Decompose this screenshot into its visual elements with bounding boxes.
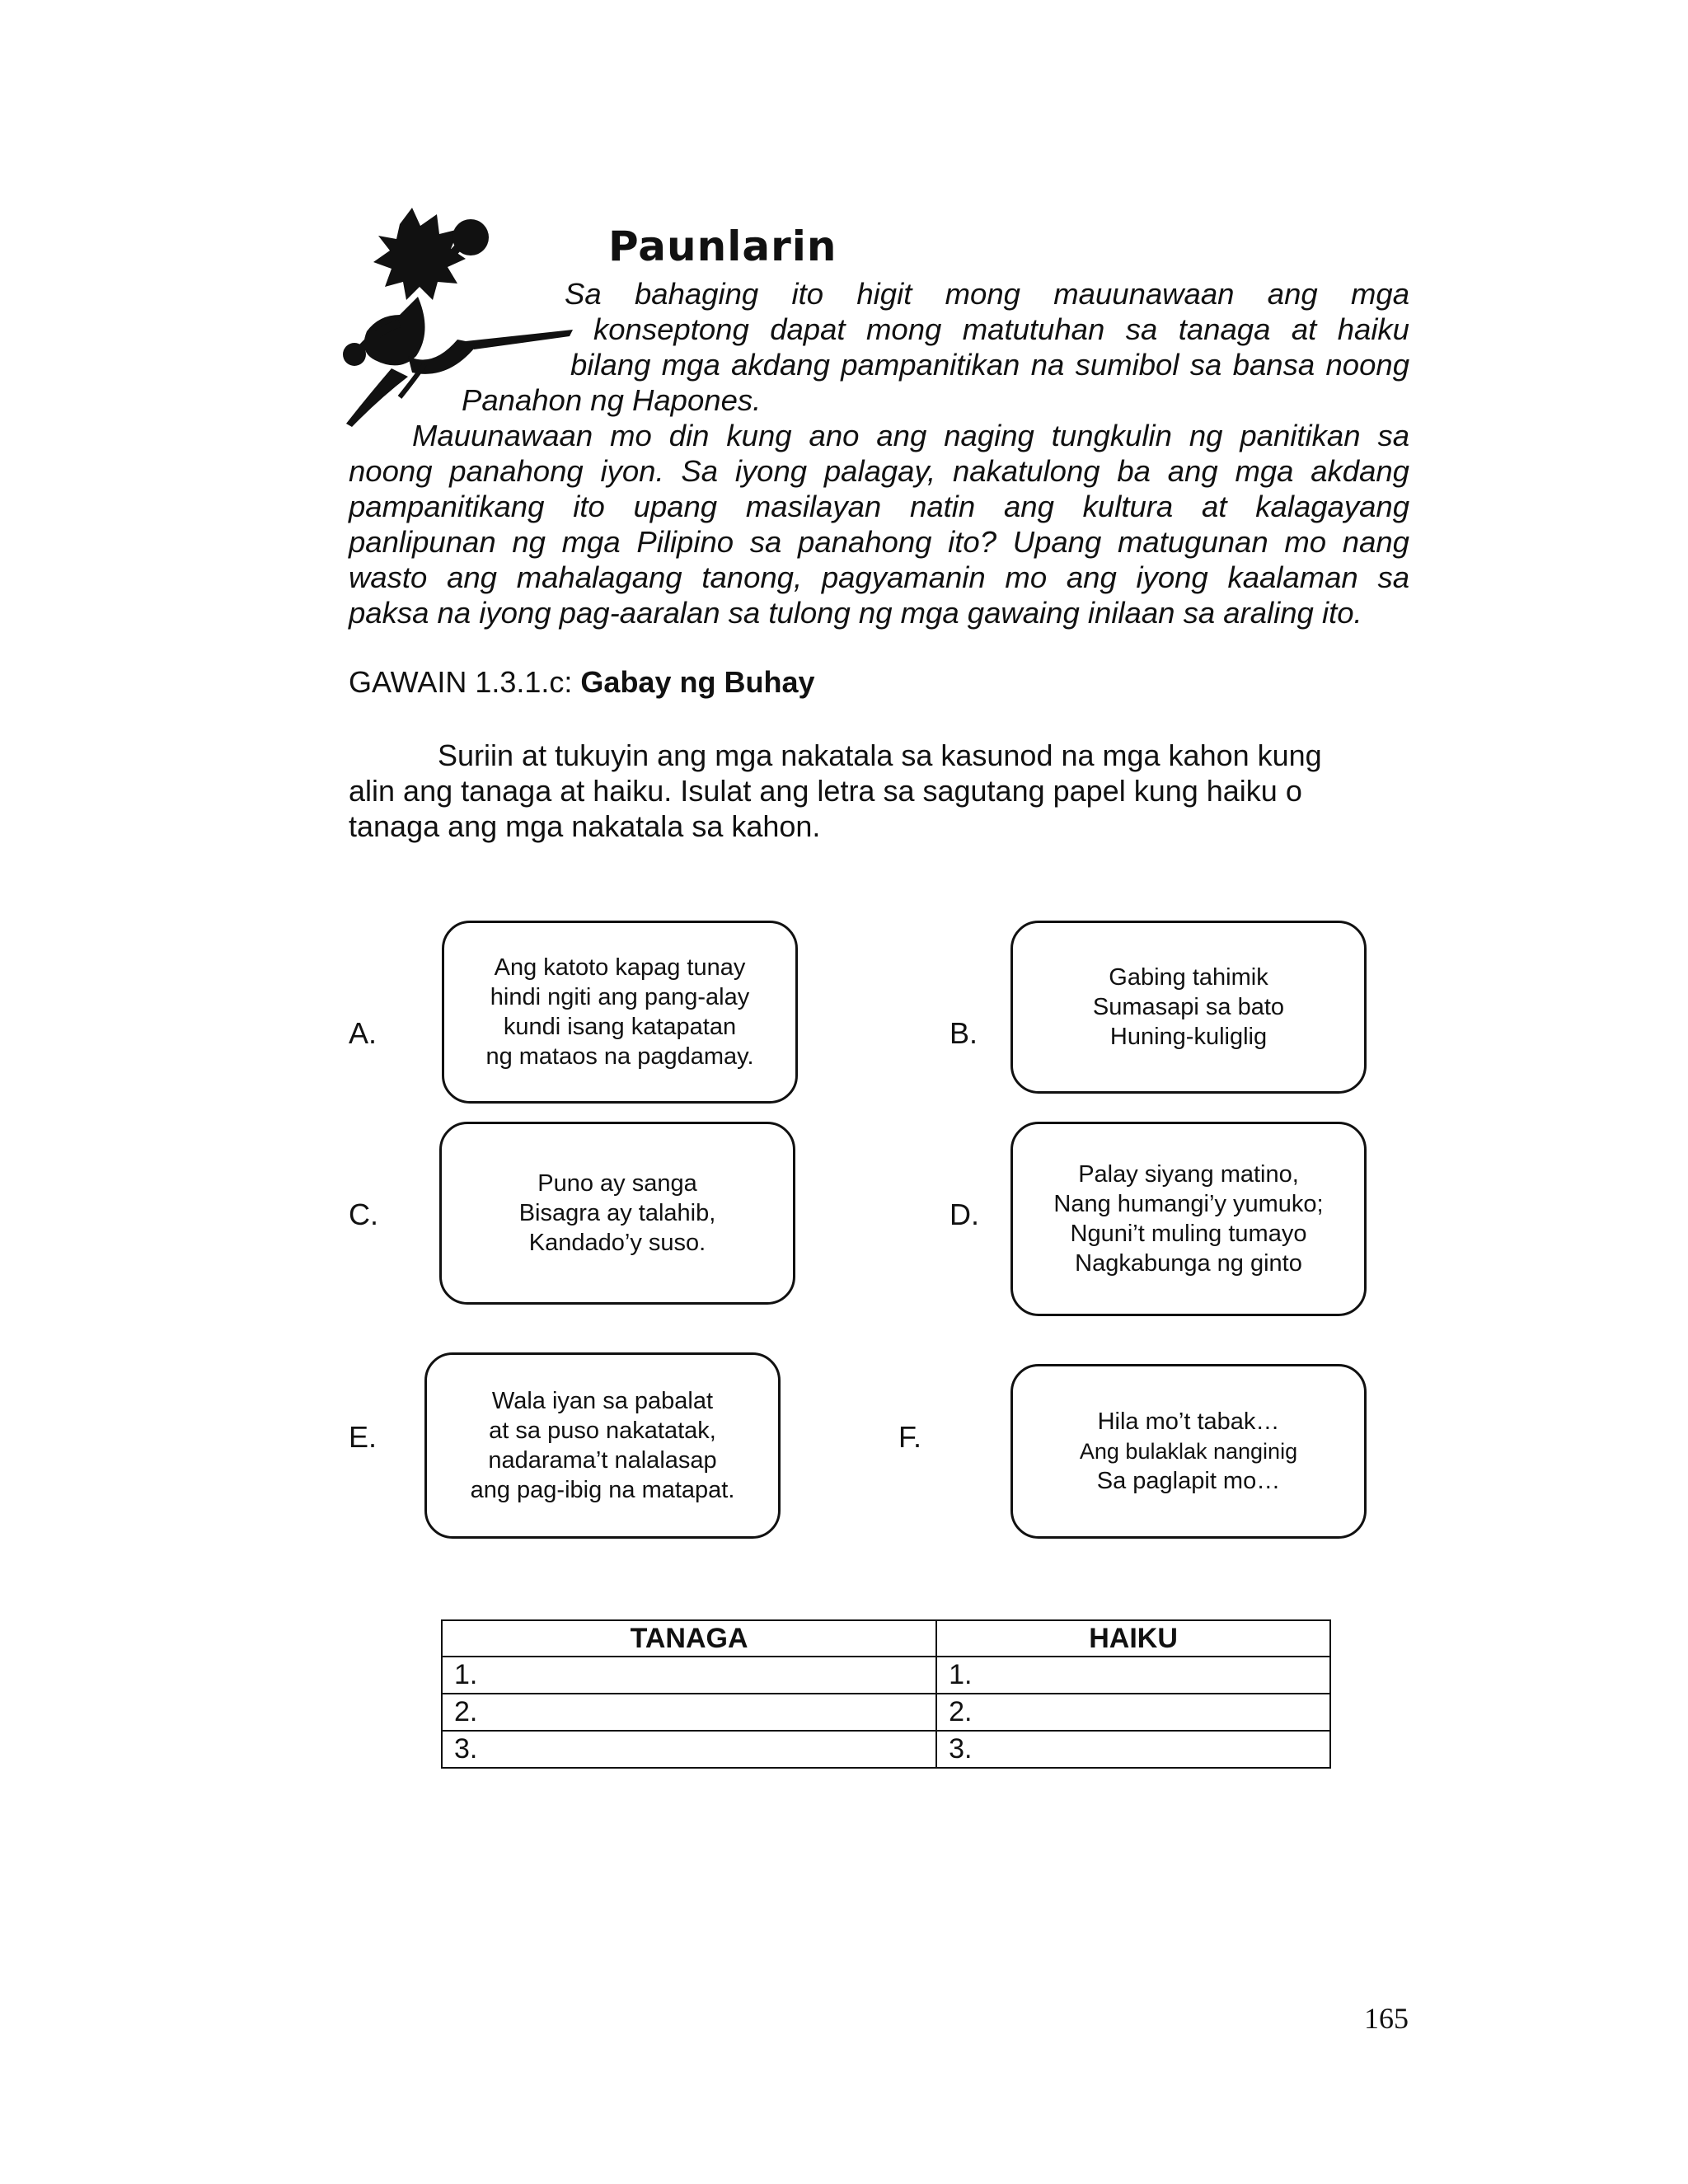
- instruction-line: tanaga ang mga nakatala sa kahon.: [349, 809, 821, 843]
- instruction-line: Suriin at tukuyin ang mga nakatala sa kasunod na mga kahon kung: [438, 738, 1322, 772]
- poem-line: Ang bulaklak nanginig: [1079, 1439, 1298, 1464]
- table-cell: 1.: [936, 1657, 1330, 1694]
- table-header-row: [442, 1620, 1330, 1657]
- poem-line: hindi ngiti ang pang-alay: [490, 984, 750, 1010]
- intro-line: Mauunawaan mo din kung ano ang naging tungkulin ng panitikan sa: [412, 419, 1409, 452]
- poem-box-d: [1010, 1122, 1367, 1316]
- poem-line: Nang humangi’y yumuko;: [1053, 1191, 1324, 1217]
- table-cell: 1.: [442, 1657, 936, 1694]
- poem-line: Nguni’t muling tumayo: [1070, 1221, 1307, 1247]
- poem-line: kundi isang katapatan: [503, 1014, 737, 1040]
- box-letter-a: A.: [349, 1016, 377, 1050]
- intro-line: paksa na iyong pag-aaralan sa tulong ng mga gawaing inilaan sa araling ito.: [349, 596, 1362, 630]
- poem-box-b: [1010, 921, 1367, 1094]
- poem-line: Wala iyan sa pabalat: [491, 1388, 714, 1414]
- poem-line: Sumasapi sa bato: [1092, 994, 1285, 1020]
- box-letter-f: F.: [898, 1420, 922, 1454]
- activity-name: Gabay ng Buhay: [580, 665, 815, 699]
- intro-line: pampanitikang ito upang masilayan natin ang kultura at kalagayang: [349, 490, 1409, 523]
- section-title: Paunlarin: [608, 223, 837, 270]
- poem-line: Nagkabunga ng ginto: [1075, 1250, 1302, 1277]
- poem-line: Huning-kuliglig: [1109, 1024, 1268, 1050]
- page-number: 165: [1364, 2002, 1409, 2035]
- instructions: [349, 738, 1404, 844]
- table-row: [442, 1731, 1330, 1768]
- intro-line: noong panahong iyon. Sa iyong palagay, nakatulong ba ang mga akdang: [349, 454, 1409, 488]
- table-cell: 2.: [442, 1694, 936, 1731]
- table-cell: 3.: [442, 1731, 936, 1768]
- activity-label: GAWAIN 1.3.1.c:: [349, 665, 573, 699]
- instruction-line: alin ang tanaga at haiku. Isulat ang letra sa sagutang papel kung haiku o: [349, 774, 1302, 808]
- intro-line: Panahon ng Hapones.: [462, 383, 762, 417]
- intro-line: Sa bahaging ito higit mong mauunawaan ang mga: [565, 277, 1409, 311]
- poem-line: Hila mo’t tabak…: [1097, 1408, 1280, 1435]
- poem-line: Kandado’y suso.: [528, 1230, 706, 1256]
- table-row: [442, 1694, 1330, 1731]
- poem-line: Ang katoto kapag tunay: [494, 954, 746, 981]
- poem-box-c: [439, 1122, 795, 1305]
- poem-box-f: [1010, 1364, 1367, 1539]
- poem-line: at sa puso nakatatak,: [489, 1418, 716, 1444]
- intro-line: konseptong dapat mong matutuhan sa tanaga at haiku: [593, 312, 1409, 346]
- poem-line: nadarama’t nalalasap: [488, 1447, 717, 1474]
- answer-table: [441, 1619, 1331, 1769]
- box-letter-b: B.: [950, 1016, 978, 1050]
- intro-line: bilang mga akdang pampanitikan na sumibol sa bansa noong: [570, 348, 1409, 382]
- poem-line: Sa paglapit mo…: [1096, 1468, 1281, 1494]
- poem-line: Palay siyang matino,: [1078, 1161, 1299, 1188]
- poem-line: Puno ay sanga: [537, 1170, 697, 1197]
- intro-line: wasto ang mahalagang tanong, pagyamanin mo ang iyong kaalaman sa: [349, 560, 1409, 594]
- poem-box-e: [424, 1352, 781, 1539]
- column-header-haiku: HAIKU: [936, 1620, 1330, 1657]
- box-letter-e: E.: [349, 1420, 377, 1454]
- poem-box-a: [442, 921, 798, 1104]
- table-cell: 3.: [936, 1731, 1330, 1768]
- activity-heading: [349, 665, 814, 700]
- column-header-tanaga: TANAGA: [442, 1620, 936, 1657]
- poem-line: ng mataos na pagdamay.: [485, 1043, 754, 1070]
- poem-line: Gabing tahimik: [1109, 964, 1268, 991]
- box-letter-c: C.: [349, 1197, 378, 1231]
- box-letter-d: D.: [950, 1197, 979, 1231]
- poem-line: ang pag-ibig na matapat.: [470, 1477, 735, 1503]
- poem-line: Bisagra ay talahib,: [518, 1200, 716, 1226]
- table-row: [442, 1657, 1330, 1694]
- table-cell: 2.: [936, 1694, 1330, 1731]
- intro-line: panlipunan ng mga Pilipino sa panahong ito? Upang matugunan mo nang: [349, 525, 1409, 559]
